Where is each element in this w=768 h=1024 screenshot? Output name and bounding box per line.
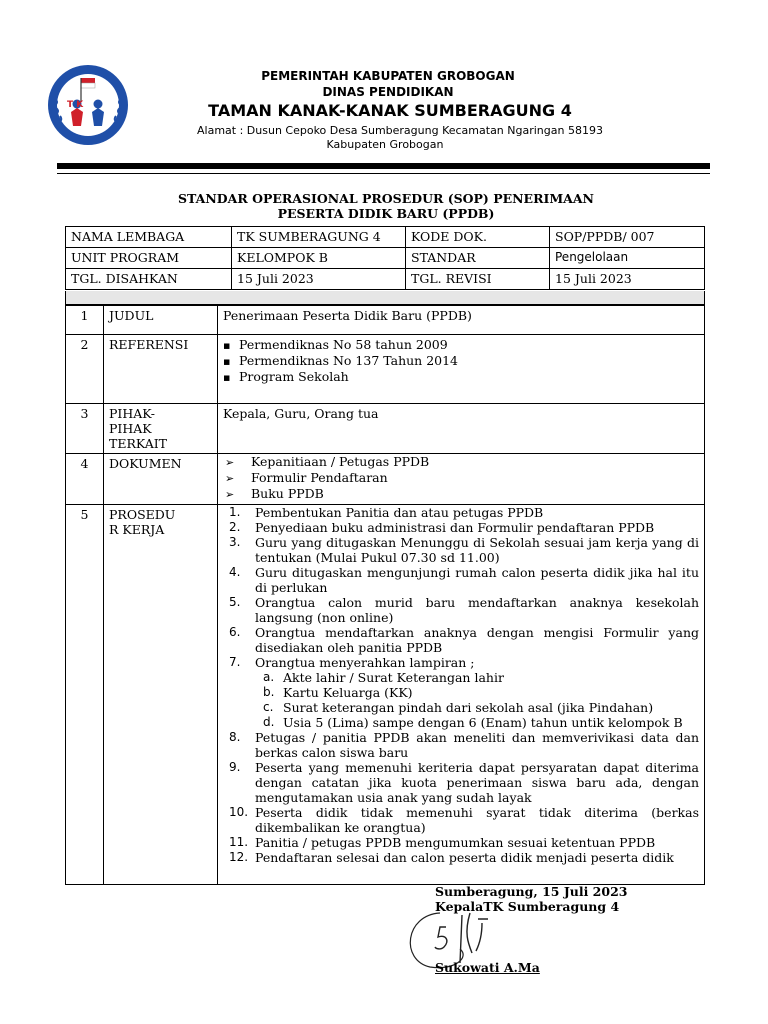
list-item [263,670,699,685]
list-text: Usia 5 (Lima) sampe dengan 6 (Enam) tahun untik kelompok B [283,715,683,730]
list-number: 12. [229,850,249,864]
row-number: 1 [66,306,104,335]
list-number: c. [263,700,274,714]
list-item: ▪ Permendiknas No 137 Tahun 2014 [239,353,699,369]
list-item [229,565,699,595]
list-item [263,700,699,715]
signature-role: KepalaTK Sumberagung 4 [435,899,620,914]
list-item [229,625,699,655]
header-rule-thick [57,163,710,169]
list-text: Peserta didik tidak memenuhi syarat tidak diterima (berkas dikembalikan ke orangtua) [255,805,699,835]
meta-cell: 15 Juli 2023 [550,269,705,290]
list-number: b. [263,685,275,699]
list-item [229,535,699,565]
meta-row [66,227,705,248]
row-content [218,454,705,505]
header-regency: Kabupaten Grobogan [326,138,444,151]
list-number: 2. [229,520,241,534]
table-row [66,454,705,505]
table-row [66,335,705,404]
list-text: Petugas / panitia PPDB akan meneliti dan memverivikasi data dan berkas calon siswa baru [255,730,699,760]
row-label: DOKUMEN [104,454,218,505]
table-row [66,404,705,454]
logo-letters: T K [67,100,84,110]
referensi-list [223,337,699,385]
list-number: 11. [229,835,249,849]
list-number: a. [263,670,275,684]
list-text: Pendaftaran selesai dan calon peserta didik menjadi peserta didik [255,850,674,865]
meta-cell: TK SUMBERAGUNG 4 [232,227,406,248]
list-number: 6. [229,625,241,639]
list-number: 3. [229,535,241,549]
list-number: 10. [229,805,249,819]
lampiran-list [255,670,699,730]
list-item [229,805,699,835]
list-text: Kartu Keluarga (KK) [283,685,413,700]
list-text: Orangtua menyerahkan lampiran ; [255,655,475,670]
meta-cell: KELOMPOK B [232,248,406,269]
list-item: ➢ Formulir Pendaftaran [251,470,699,486]
meta-cell: SOP/PPDB/ 007 [550,227,705,248]
row-content: Kepala, Guru, Orang tua [218,404,705,454]
header-government: PEMERINTAH KABUPATEN GROBOGAN [261,69,515,83]
list-text: Pembentukan Panitia dan atau petugas PPDB [255,505,544,520]
meta-cell: UNIT PROGRAM [66,248,232,269]
list-text: Akte lahir / Surat Keterangan lahir [283,670,504,685]
list-item [229,505,699,520]
list-item [229,760,699,805]
meta-cell: TGL. DISAHKAN [66,269,232,290]
list-item: ➢ Kepanitiaan / Petugas PPDB [251,454,699,470]
separator-row [65,291,705,305]
list-number: 1. [229,505,241,519]
list-text: Orangtua mendaftarkan anaknya dengan mengisi Formulir yang disediakan oleh panitia PPDB [255,625,699,655]
meta-cell: KODE DOK. [406,227,550,248]
row-content: Penerimaan Peserta Didik Baru (PPDB) [218,306,705,335]
row-number: 5 [66,505,104,885]
signature-place-date: Sumberagung, 15 Juli 2023 [435,884,628,899]
header-department: DINAS PENDIDIKAN [322,85,454,99]
row-label: PROSEDU R KERJA [104,505,218,885]
list-item: ➢ Buku PPDB [251,486,699,502]
meta-table [65,226,705,290]
meta-cell: Pengelolaan [550,248,705,269]
list-text: Guru ditugaskan mengunjungi rumah calon peserta didik jika hal itu di perlukan [255,565,699,595]
list-number: d. [263,715,275,729]
list-number: 9. [229,760,241,774]
list-number: 5. [229,595,241,609]
doc-title-line1: STANDAR OPERASIONAL PROSEDUR (SOP) PENERIMAAN [178,191,594,206]
row-number: 4 [66,454,104,505]
sop-table [65,305,705,885]
list-text: Penyediaan buku administrasi dan Formulir pendaftaran PPDB [255,520,655,535]
row-number: 3 [66,404,104,454]
list-item [229,655,699,730]
row-number: 2 [66,335,104,404]
list-text: Surat keterangan pindah dari sekolah asal (jika Pindahan) [283,700,654,715]
header-rule-thin [57,173,710,174]
dokumen-list [223,454,699,502]
list-item [229,835,699,850]
list-text: Guru yang ditugaskan Menunggu di Sekolah sesuai jam kerja yang di tentukan (Mulai Pukul 07.30 sd 11.00) [255,535,699,565]
list-text: Panitia / petugas PPDB mengumumkan sesuai ketentuan PPDB [255,835,656,850]
table-row [66,306,705,335]
list-item [263,685,699,700]
list-item [229,595,699,625]
list-item [229,730,699,760]
list-number: 7. [229,655,241,669]
header-address: Alamat : Dusun Cepoko Desa Sumberagung Kecamatan Ngaringan 58193 [197,124,603,137]
list-text: Orangtua calon murid baru mendaftarkan anaknya kesekolah langsung (non online) [255,595,699,625]
meta-cell: TGL. REVISI [406,269,550,290]
row-content [218,335,705,404]
meta-cell: 15 Juli 2023 [232,269,406,290]
meta-cell: STANDAR [406,248,550,269]
doc-title-line2: PESERTA DIDIK BARU (PPDB) [277,206,495,221]
list-text: Peserta yang memenuhi keriteria dapat persyaratan dapat diterima dengan catatan jika kuota penerimaan siswa baru ada, dengan mengutamakan usia anak yang sudah layak [255,760,699,805]
list-item [229,850,699,865]
signature-name: Sukowati A.Ma [435,960,540,975]
list-number: 8. [229,730,241,744]
school-logo [47,64,129,146]
row-label: REFERENSI [104,335,218,404]
header-school-name: TAMAN KANAK-KANAK SUMBERAGUNG 4 [208,101,572,120]
row-label: JUDUL [104,306,218,335]
row-content [218,505,705,885]
list-item: ▪ Program Sekolah [239,369,699,385]
table-row [66,505,705,885]
meta-row [66,248,705,269]
list-item: ▪ Permendiknas No 58 tahun 2009 [239,337,699,353]
prosedur-list [223,505,699,865]
meta-row [66,269,705,290]
list-item [263,715,699,730]
list-item [229,520,699,535]
list-number: 4. [229,565,241,579]
row-label: PIHAK- PIHAK TERKAIT [104,404,218,454]
meta-cell: NAMA LEMBAGA [66,227,232,248]
